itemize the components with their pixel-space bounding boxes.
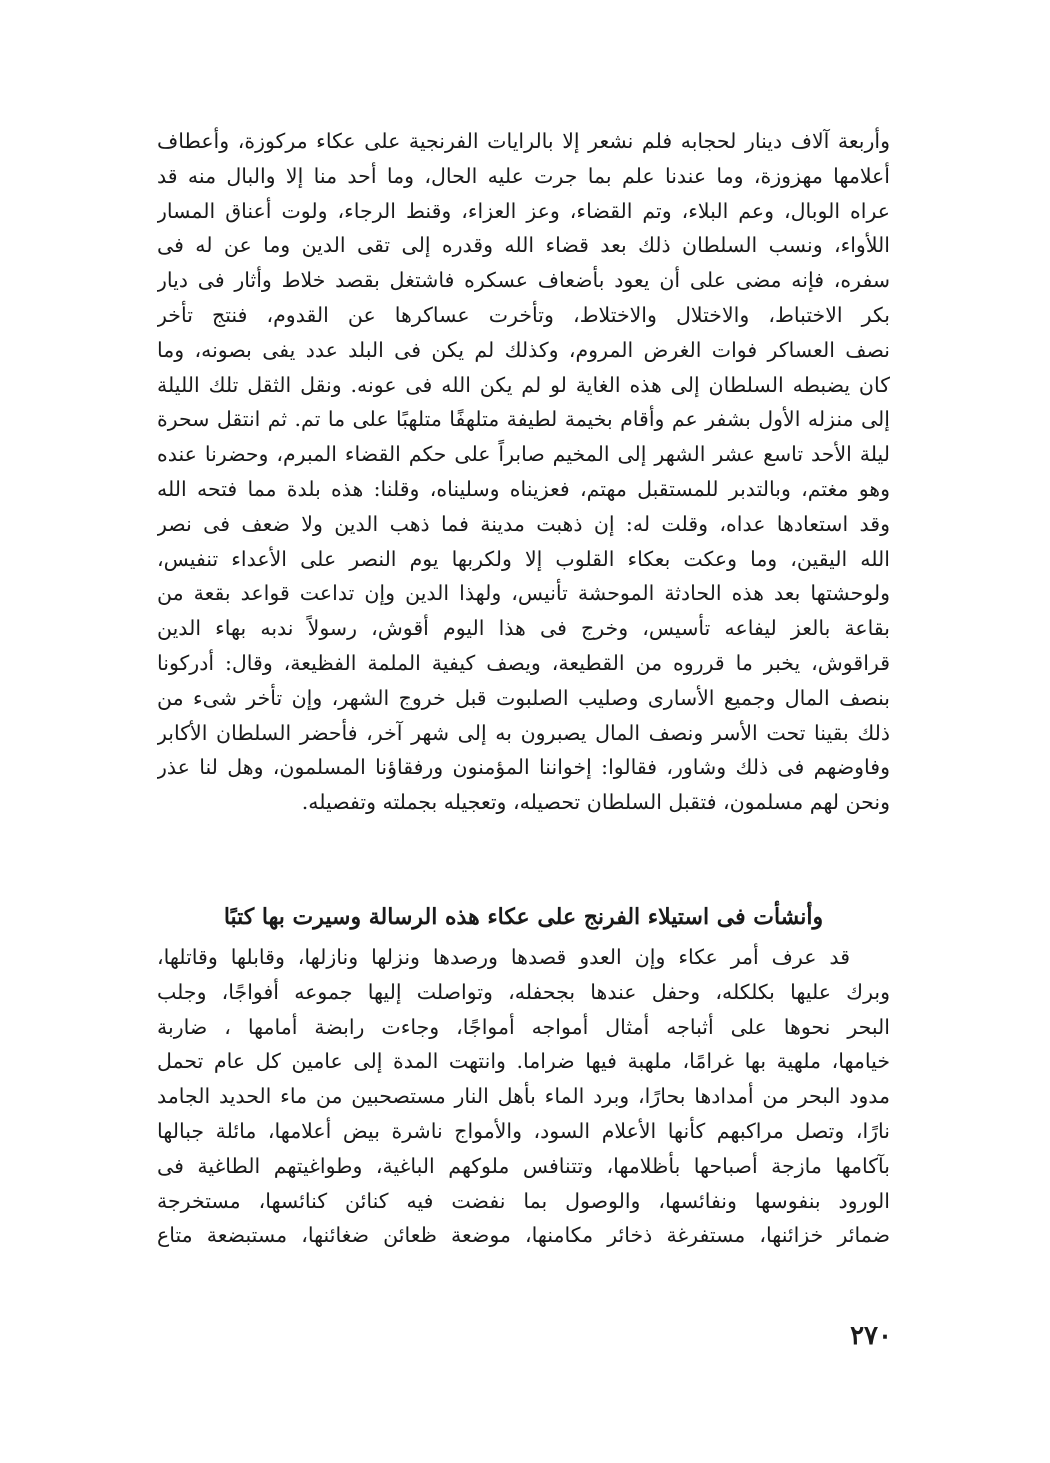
text-line: الورود بنفوسها ونفائسها، والوصول بما نفضت فيه كنائن كنائسها، مستخرجة	[157, 1188, 890, 1213]
text-line: وأربعة آلاف دينار لحجابه فلم نشعر إلا بالرايات الفرنجية على عكاء مركوزة، وأعطاف	[157, 129, 890, 153]
text-line: بنصف المال وجميع الأسارى وصليب الصلبوت قبل خروج الشهر، وإن تأخر شىء من	[157, 685, 890, 710]
paragraph-1	[157, 124, 890, 820]
text-line: بقاعة بالعز ليفاعه تأسيس، وخرج فى هذا اليوم أقوش، رسولاً ندبه بهاء الدين	[157, 616, 890, 641]
text-line: ولوحشتها بعد هذه الحادثة الموحشة تأنيس، ولهذا الدين وإن تداعت قواعد بقعة من	[157, 581, 890, 606]
text-line: عراه الوبال، وعم البلاء، وتم القضاء، وعز العزاء، وقنط الرجاء، ولوت أعناق المسار	[157, 198, 890, 223]
text-line: قراقوش، يخبر ما قرروه من القطيعة، ويصف كيفية الملمة الفظيعة، وقال: أدركونا	[157, 650, 890, 675]
paragraph-2	[157, 940, 890, 1253]
text-line: بآكامها مازجة أصباحها بأظلامها، وتتنافس ملوكهم الباغية، وطواغيتهم الطاغية فى	[157, 1153, 890, 1178]
text-line: ونحن لهم مسلمون، فتقبل السلطان تحصيله، وتعجيله بجملته وتفصيله.	[301, 790, 890, 815]
text-line: مدود البحر من أمدادها بحارًا، وبرد الماء بأهل النار مستصحبين من ماء الحديد الجامد	[157, 1084, 890, 1109]
text-line: كان يضبطه السلطان إلى هذه الغاية لو لم يكن الله فى عونه. ونقل الثقل تلك الليلة	[157, 372, 890, 397]
text-line: سفره، فإنه مضى على أن يعود بأضعاف عسكره فاشتغل بقصد خلاط وأثار فى ديار	[157, 268, 890, 293]
text-line: وهو مغتم، وبالتدبر للمستقبل مهتم، فعزيناه وسليناه، وقلنا: هذه بلدة مما فتحه الله	[157, 476, 890, 501]
text-line: بكر الاختباط، والاختلال والاختلاط، وتأخرت عساكرها عن القدوم، فنتج تأخر	[157, 302, 890, 327]
text-line: اللأواء، ونسب السلطان ذلك بعد قضاء الله وقدره إلى تقى الدين وما عن له فى	[157, 233, 890, 258]
text-line: أعلامها مهزوزة، وما عندنا علم بما جرت عليه الحال، وما أحد منا إلا والبال منه قد	[157, 163, 890, 188]
text-line: ليلة الأحد تاسع عشر الشهر إلى المخيم صابراً على حكم القضاء المبرم، وحضرنا عنده	[157, 442, 890, 467]
text-line: نارًا، وتصل مراكبهم كأنها الأعلام السود، والأمواج ناشرة بيض أعلامها، مائلة جبالها	[157, 1118, 890, 1143]
text-line: وقد استعادها عداه، وقلت له: إن ذهبت مدينة فما ذهب الدين ولا ضعف فى نصر	[157, 511, 890, 536]
text-line: خيامها، ملهية بها غرامًا، ملهبة فيها ضراما. وانتهت المدة إلى عامين كل عام تحمل	[157, 1049, 890, 1074]
text-line: وبرك عليها بكلكله، وحفل عندها بجحفله، وتواصلت إليها جموعه أفواجًا، وجلب	[157, 979, 890, 1004]
text-line: الله اليقين، وما وعكت بعكاء القلوب إلا ولكربها يوم النصر على الأعداء تنفيس،	[157, 546, 890, 571]
text-line: إلى منزله الأول بشفر عم وأقام بخيمة لطيفة متلهفًا متلهبًا على ما تم. ثم انتقل سحرة	[157, 407, 890, 432]
text-line: ذلك بقينا تحت الأسر ونصف المال يصبرون به إلى شهر آخر، فأحضر السلطان الأكابر	[157, 720, 890, 745]
section-heading: وأنشأت فى استيلاء الفرنج على عكاء هذه الرسالة وسيرت بها كتبًا	[223, 904, 824, 930]
text-line: نصف العساكر فوات الغرض المروم، وكذلك لم يكن فى البلد عدد يفى بصونه، وما	[157, 337, 890, 362]
page-number: ٢٧٠	[850, 1321, 892, 1351]
text-line: وفاوضهم فى ذلك وشاور، فقالوا: إخواننا المؤمنون ورفقاؤنا المسلمون، وهل لنا عذر	[157, 755, 890, 780]
text-line: ضمائر خزائنها، مستفرغة ذخائر مكامنها، موضعة ظعائن ضغائنها، مستبضعة متاع	[157, 1223, 890, 1248]
text-line: قد عرف أمر عكاء وإن العدو قصدها ورصدها ونزلها ونازلها، وقابلها وقاتلها،	[157, 945, 850, 969]
text-line: البحر نحوها على أثباجه أمثال أمواجه أمواجًا، وجاءت رابضة أمامها ، ضاربة	[157, 1014, 890, 1039]
